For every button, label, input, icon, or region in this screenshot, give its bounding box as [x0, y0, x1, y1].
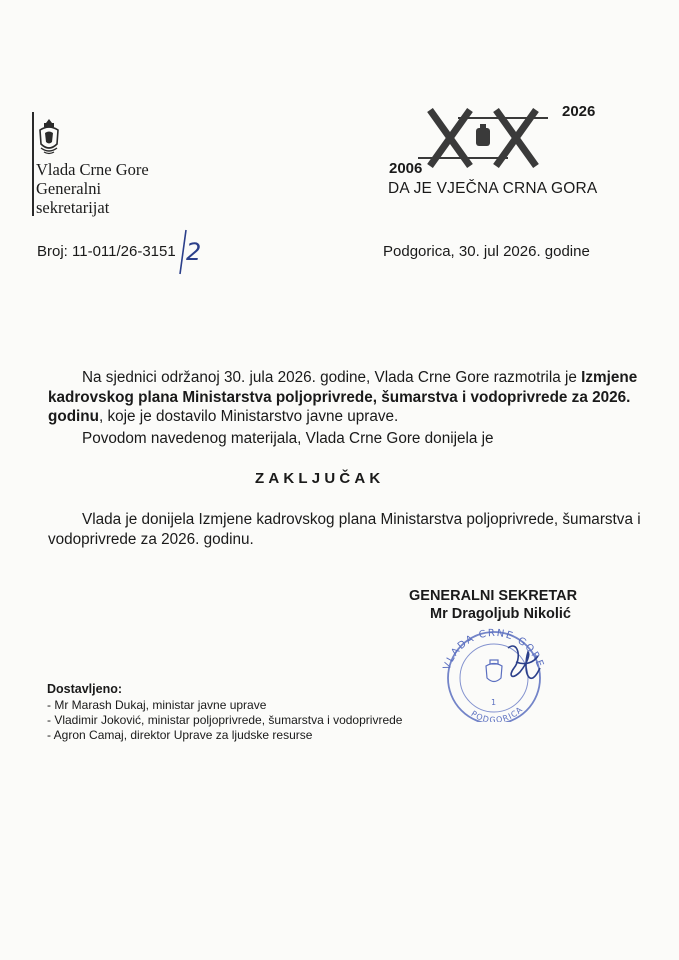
org-line-2: Generalni [36, 179, 102, 198]
header-divider-line [32, 112, 34, 216]
handwritten-suffix: 2 [186, 238, 202, 266]
signatory-name: Mr Dragoljub Nikolić [430, 606, 571, 622]
intro-ending: , koje je dostavilo Ministarstvo javne uprave. [98, 408, 399, 425]
reference-number: Broj: 11-011/26-3151 [37, 243, 176, 260]
decision-heading: ZAKLJUČAK [255, 470, 385, 487]
coat-of-arms-icon [38, 118, 60, 161]
logo-year-left: 2006 [389, 160, 423, 177]
material-title: Izmjene kadrovskog plana Ministarstva poljoprivrede, šumarstva i vodoprivrede za 2026. godinu [48, 369, 638, 425]
logo-crest-icon [476, 124, 490, 146]
list-item: - Agron Camaj, direktor Uprave za ljudske resurse [47, 728, 313, 742]
stamp-number: 1 [491, 698, 497, 707]
stamp-city: PODGORICA [469, 704, 525, 722]
stamp-crest-icon [486, 660, 502, 682]
intro-paragraph [48, 368, 648, 427]
list-item: - Vladimir Joković, ministar poljoprivrede, šumarstva i vodoprivrede [47, 713, 403, 727]
distribution-list [47, 698, 402, 743]
logo-year-right: 2026 [562, 103, 596, 120]
org-line-3: sekretarijat [36, 198, 110, 217]
decision-paragraph [48, 510, 648, 549]
signatory-title: GENERALNI SEKRETAR [409, 588, 578, 604]
decision-text: Vlada je donijela Izmjene kadrovskog plana Ministarstva poljoprivrede, šumarstva i vodoprivrede za 2026. godinu. [48, 511, 641, 548]
intro-text: Na sjednici održanoj 30. jula 2026. godine, Vlada Crne Gore razmotrila je [82, 369, 582, 386]
logo-slogan: DA JE VJEČNA CRNA GORA [388, 180, 598, 197]
handwritten-reference-mark [178, 228, 218, 281]
official-stamp [430, 622, 560, 722]
decision-intro-paragraph: Povodom navedenog materijala, Vlada Crne Gore donijela je [82, 430, 494, 447]
svg-text:VLADA CRNE GORE [442, 628, 546, 672]
list-item: - Mr Marash Dukaj, ministar javne uprave [47, 698, 267, 712]
document-date: Podgorica, 30. jul 2026. godine [383, 243, 590, 260]
org-line-1: Vlada Crne Gore [36, 160, 149, 179]
stamp-text: VLADA CRNE GORE [441, 627, 546, 672]
distribution-label: Dostavljeno: [47, 682, 123, 696]
organization-name [36, 160, 149, 217]
